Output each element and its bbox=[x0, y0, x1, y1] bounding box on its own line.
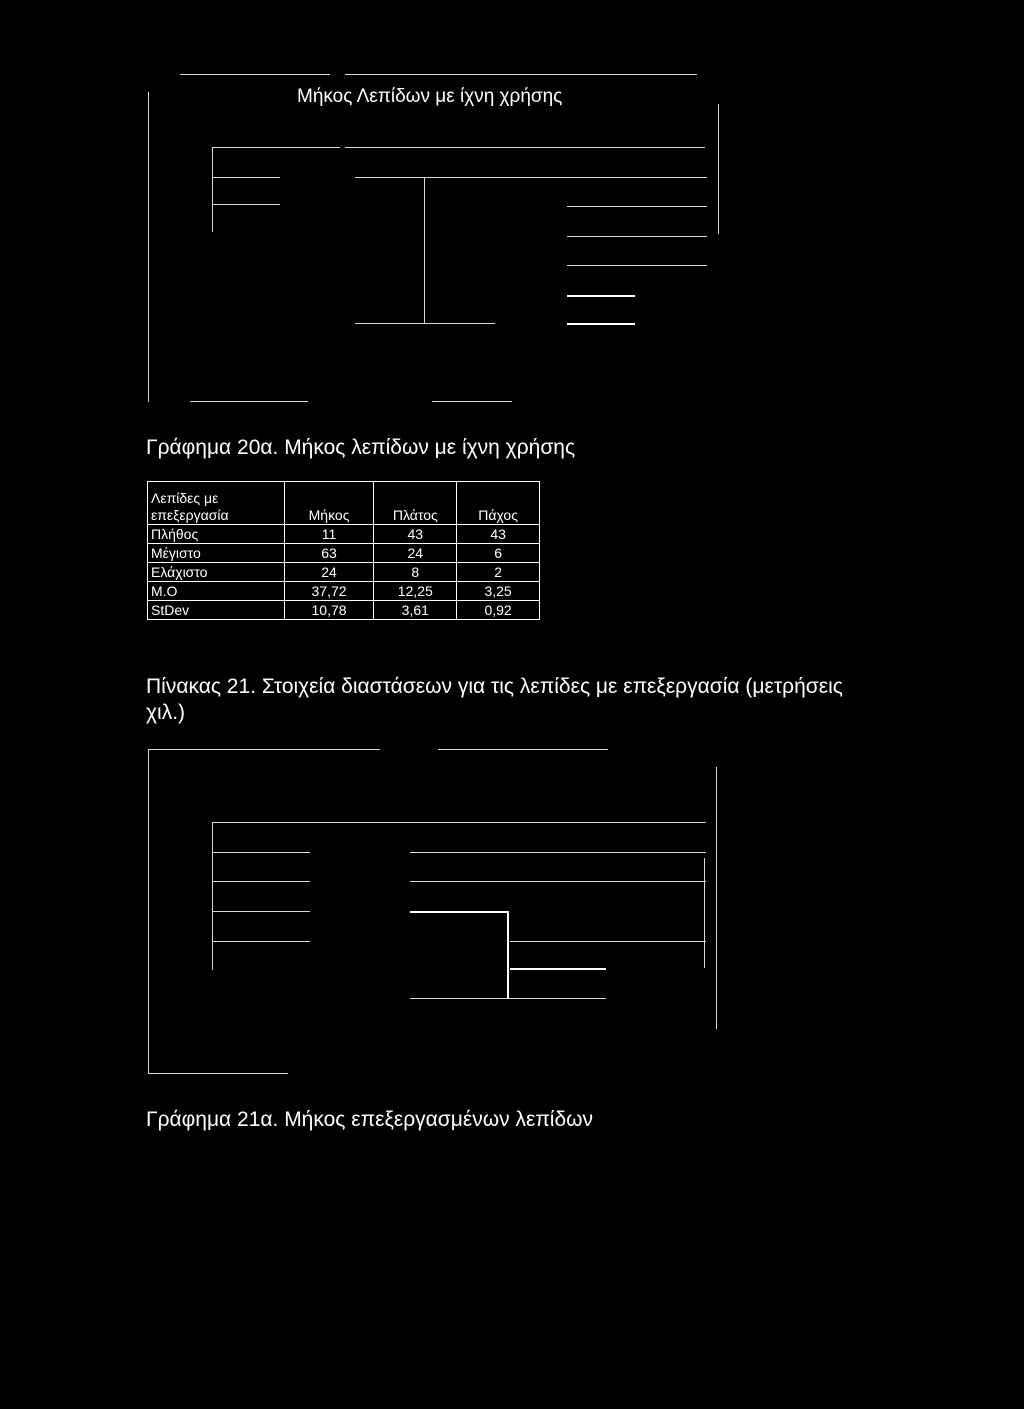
gridline bbox=[355, 177, 707, 178]
table-row bbox=[148, 544, 540, 563]
table-21-caption: Πίνακας 21. Στοιχεία διαστάσεων για τις λεπίδες με επεξεργασία (μετρήσεις χιλ.) bbox=[146, 675, 843, 724]
table-cell: Μέγιστο bbox=[148, 544, 285, 563]
table-header-cell: Μήκος bbox=[284, 482, 374, 525]
table-cell: 43 bbox=[374, 525, 457, 544]
table-row bbox=[148, 563, 540, 582]
gridline bbox=[567, 236, 707, 237]
table-row bbox=[148, 582, 540, 601]
table-cell: 3,25 bbox=[457, 582, 540, 601]
chart-frame-line bbox=[148, 749, 380, 750]
table-row bbox=[148, 525, 540, 544]
table-header-cell: Πάχος bbox=[457, 482, 540, 525]
gridline bbox=[410, 852, 706, 853]
chart-title: Μήκος Λεπίδων με ίχνη χρήσης bbox=[297, 86, 563, 107]
box-edge bbox=[567, 323, 635, 325]
table-cell: 6 bbox=[457, 544, 540, 563]
chart-frame-line bbox=[718, 104, 719, 234]
table-cell: 24 bbox=[284, 563, 374, 582]
table-cell: 43 bbox=[457, 525, 540, 544]
table-header-cell: Λεπίδες με επεξεργασία bbox=[148, 482, 285, 525]
chart-frame-line bbox=[716, 767, 717, 1029]
box-edge bbox=[510, 968, 606, 970]
gridline bbox=[212, 941, 310, 942]
plot-area-line bbox=[212, 822, 213, 970]
plot-area-line bbox=[212, 822, 706, 823]
table-cell: StDev bbox=[148, 601, 285, 620]
chart-21a-caption: Γράφημα 21α. Μήκος επεξεργασμένων λεπίδων bbox=[146, 1108, 594, 1131]
gridline bbox=[510, 941, 706, 942]
plot-area-line bbox=[212, 147, 213, 232]
table-header-row bbox=[148, 482, 540, 525]
table-cell: 24 bbox=[374, 544, 457, 563]
gridline bbox=[212, 177, 280, 178]
table-cell: 10,78 bbox=[284, 601, 374, 620]
table-header-cell: Πλάτος bbox=[374, 482, 457, 525]
chart-frame-line bbox=[180, 74, 330, 75]
table-row bbox=[148, 601, 540, 620]
axis-line bbox=[148, 1073, 288, 1074]
axis-line bbox=[432, 401, 512, 402]
whisker-cap bbox=[355, 323, 495, 324]
dimensions-table bbox=[147, 481, 540, 620]
table-cell: 0,92 bbox=[457, 601, 540, 620]
axis-line bbox=[190, 401, 308, 402]
whisker-line bbox=[507, 911, 509, 999]
box-edge bbox=[410, 911, 508, 913]
plot-area-line bbox=[345, 147, 705, 148]
table-cell: Μ.Ο bbox=[148, 582, 285, 601]
table-cell: Ελάχιστο bbox=[148, 563, 285, 582]
gridline bbox=[567, 206, 707, 207]
box-edge bbox=[567, 295, 635, 297]
plot-area-line bbox=[212, 147, 340, 148]
table-cell: 3,61 bbox=[374, 601, 457, 620]
chart-frame-line bbox=[148, 92, 149, 402]
gridline bbox=[212, 852, 310, 853]
gridline bbox=[567, 265, 707, 266]
plot-area-line bbox=[704, 858, 705, 968]
whisker-line bbox=[424, 177, 425, 324]
whisker-cap bbox=[410, 998, 606, 999]
gridline bbox=[212, 881, 310, 882]
table-cell: Πλήθος bbox=[148, 525, 285, 544]
gridline bbox=[212, 911, 310, 912]
chart-frame-line bbox=[438, 749, 608, 750]
chart-frame-line bbox=[148, 749, 149, 1074]
chart-frame-line bbox=[345, 74, 697, 75]
table-cell: 12,25 bbox=[374, 582, 457, 601]
gridline bbox=[410, 881, 706, 882]
table-cell: 2 bbox=[457, 563, 540, 582]
chart-20a-caption: Γράφημα 20α. Μήκος λεπίδων με ίχνη χρήσης bbox=[146, 436, 576, 459]
table-cell: 37,72 bbox=[284, 582, 374, 601]
table-cell: 8 bbox=[374, 563, 457, 582]
gridline bbox=[212, 204, 280, 205]
table-cell: 63 bbox=[284, 544, 374, 563]
table-cell: 11 bbox=[284, 525, 374, 544]
